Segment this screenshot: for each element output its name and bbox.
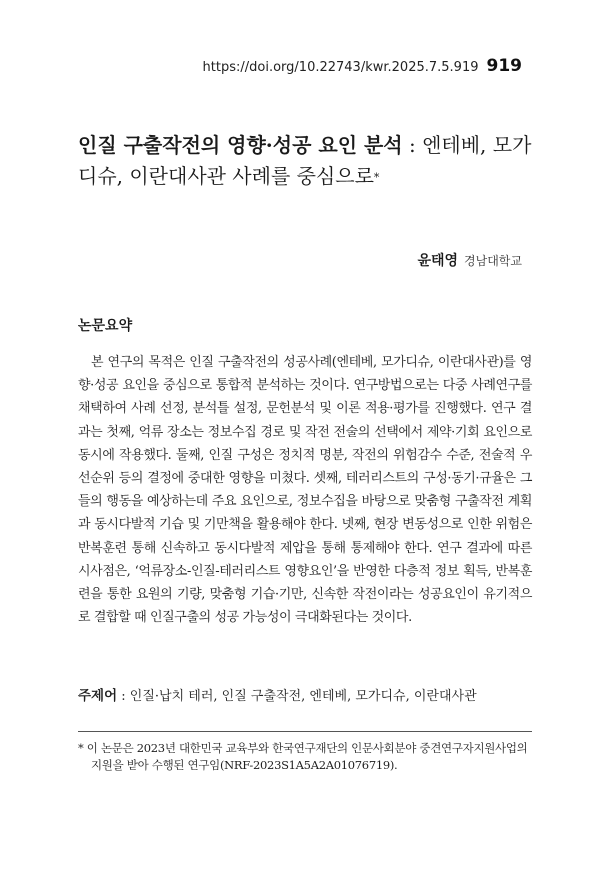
- title-subtitle: 엔테베, 모가디슈, 이란대사관 사례를 중심으로: [78, 133, 532, 188]
- footnote-divider: [78, 731, 532, 732]
- paper-title: [78, 130, 538, 193]
- keywords-separator: :: [117, 689, 130, 704]
- doi-link[interactable]: https://doi.org/10.22743/kwr.2025.7.5.919: [202, 60, 479, 75]
- page-number: 919: [486, 56, 522, 76]
- title-footnote-mark: *: [373, 171, 380, 184]
- author-block: [417, 250, 522, 270]
- author-name: 윤태영: [417, 253, 459, 269]
- page-header: [203, 56, 522, 76]
- keywords: [78, 684, 532, 704]
- title-separator: :: [402, 133, 423, 157]
- footnote: [78, 740, 532, 774]
- keywords-list: 인질·납치 테러, 인질 구출작전, 엔테베, 모가디슈, 이란대사관: [129, 689, 477, 704]
- author-affiliation: 경남대학교: [464, 254, 522, 268]
- abstract-text: 본 연구의 목적은 인질 구출작전의 성공사례(엔테베, 모가디슈, 이란대사관)를 영향·성공 요인을 중심으로 통합적 분석하는 것이다. 연구방법으로는 다중 사례연구를 채택하여 사례 선정, 분석틀 설정, 문헌분석 및 이론 적용·평가를 진행했다. 연구 결과는 첫째, 억류 장소는 정보수집 경로 및 작전 전술의 선택에서 제약·기회 요인으로 동시에 작용했다. 둘째, 인질 구성은 정치적 명분, 작전의 위험감수 수준, 전술적 우선순위 등의 결정에 중대한 영향을 미쳤다. 셋째, 테러리스트의 구성·동기·규율은 그들의 행동을 예상하는데 주요 요인으로, 정보수집을 바탕으로 맞춤형 구출작전 계획과 동시다발적 기습 및 기만책을 활용해야 한다. 넷째, 현장 변동성으로 인한 위험은 반복훈련 통해 신속하고 동시다발적 제압을 통해 통제해야 한다. 연구 결과에 따른 시사점은, ‘억류장소-인질-테러리스트 영향요인’을 반영한 다층적 정보 획득, 반복훈련을 통한 요원의 기량, 맞춤형 기습·기만, 신속한 작전이라는 성공요인이 유기적으로 결합할 때 인질구출의 성공 가능성이 극대화된다는 것이다.: [78, 355, 532, 626]
- keywords-label: 주제어: [78, 688, 118, 704]
- title-main: 인질 구출작전의 영향·성공 요인 분석: [78, 133, 403, 157]
- footnote-mark: *: [78, 741, 84, 755]
- abstract-heading: 논문요약: [78, 318, 133, 334]
- footnote-text: 이 논문은 2023년 대한민국 교육부와 한국연구재단의 인문사회분야 중견연구자지원사업의 지원을 받아 수행된 연구임(NRF-2023S1A5A2A01076719).: [83, 741, 528, 772]
